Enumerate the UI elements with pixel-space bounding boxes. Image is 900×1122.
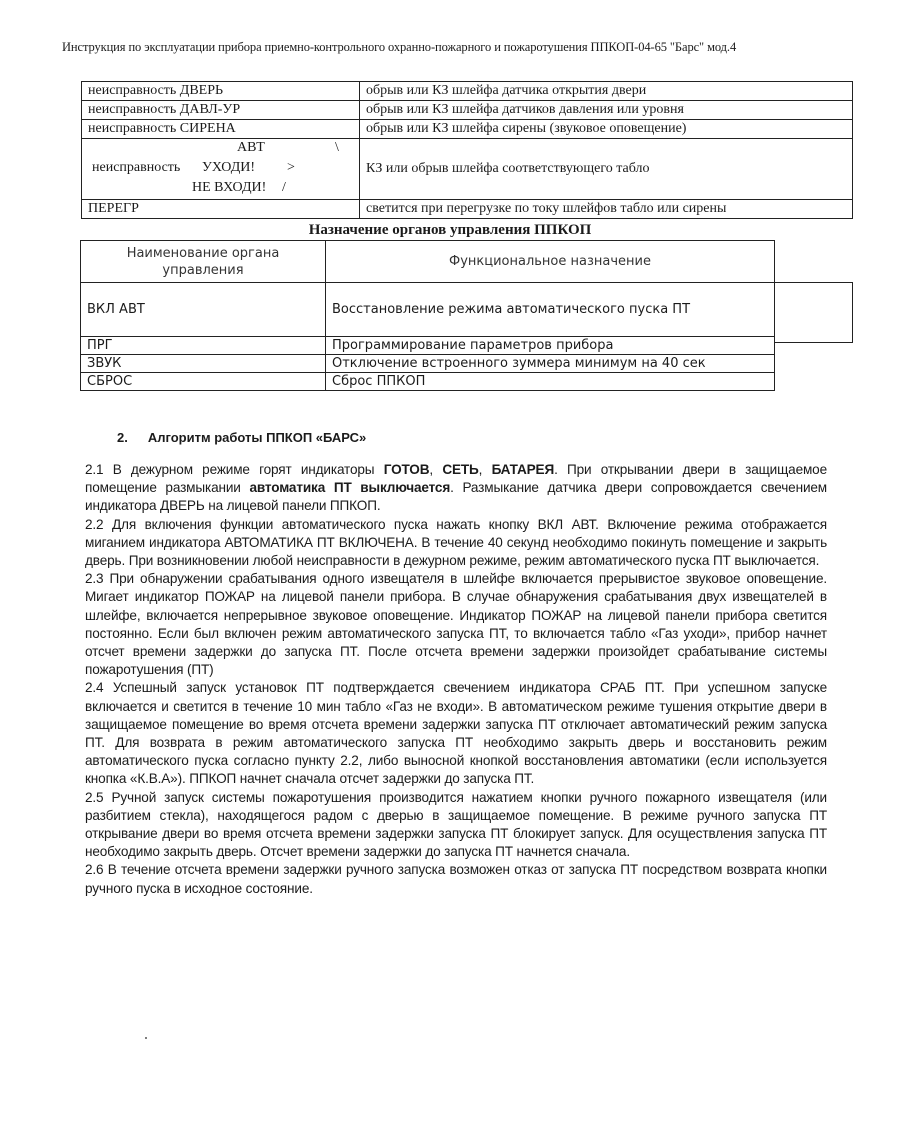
control-name: СБРОС	[81, 373, 326, 391]
fault-desc: обрыв или КЗ шлейфа датчиков давления или уровня	[360, 101, 853, 120]
emphasis-text: автоматика ПТ выключается	[249, 480, 451, 496]
table-row	[82, 200, 853, 219]
multi-line3: НЕ ВХОДИ!	[192, 180, 267, 195]
multi-line3-sym: /	[282, 180, 286, 195]
paragraph-2-4: 2.4 Успешный запуск установок ПТ подтверждается свечением индикатора СРАБ ПТ. При успешном запуске включается и светится в течение 10 мин табло «Газ не входи». В автоматическом режиме тушения открытие двери в защищаемое помещение во время отсчета времени задержки запуска ПТ отключает автоматический режим запуска ПТ. Для возврата в режим автоматического запуска ПТ необходимо закрыть дверь и восстановить режим автоматического пуска согласно пункту 2.2, либо выносной кнопкой восстановления автоматики (если используется кнопка «К.В.А»). ППКОП начнет сначала отсчет задержки до запуска ПТ.	[85, 680, 827, 787]
indicator-network: СЕТЬ	[442, 462, 479, 477]
table-row	[81, 283, 775, 337]
column-header: Наименование органа управления	[81, 241, 326, 283]
controls-table	[80, 240, 775, 391]
indicator-ready: ГОТОВ	[383, 462, 430, 477]
table-row	[82, 82, 853, 101]
fault-name: неисправность СИРЕНА	[82, 120, 360, 139]
table-header-row	[81, 241, 775, 283]
control-desc: Программирование параметров прибора	[326, 337, 775, 355]
multi-line2-prefix: неисправность	[92, 160, 181, 175]
control-desc: Отключение встроенного зуммера минимум на 40 сек	[326, 355, 775, 373]
paragraph-2-2: 2.2 Для включения функции автоматического пуска нажать кнопку ВКЛ АВТ. Включение режима отображается миганием индикатора АВТОМАТИКА ПТ ВКЛЮЧЕНА. В течение 40 секунд необходимо покинуть помещение и закрыть дверь. При возникновении любой неисправности в дежурном режиме, режим автоматического пуска ПТ выключается.	[85, 516, 827, 569]
scan-speck	[145, 1037, 147, 1039]
faults-table	[81, 81, 853, 219]
text-run: . Размыкание датчика двери сопровождается свечением индикатора ДВЕРЬ на лицевой панели ППКОП.	[85, 480, 827, 514]
table-row	[82, 139, 853, 200]
text-run: ,	[429, 462, 443, 477]
text-run: 2.1 В дежурном режиме горят индикаторы	[85, 462, 384, 477]
multi-line2-sym: >	[287, 160, 295, 175]
algorithm-title	[117, 430, 366, 445]
fault-name-multi	[82, 139, 360, 200]
control-name: ПРГ	[81, 337, 326, 355]
fault-desc: светится при перегрузке по току шлейфов табло или сирены	[360, 200, 853, 219]
table-row	[82, 101, 853, 120]
control-name: ЗВУК	[81, 355, 326, 373]
table-row	[81, 337, 775, 355]
paragraph-2-1	[85, 461, 827, 516]
fault-name: неисправность ДВЕРЬ	[82, 82, 360, 101]
table-row	[82, 120, 853, 139]
control-desc: Сброс ППКОП	[326, 373, 775, 391]
paragraph-2-6: 2.6 В течение отсчета времени задержки ручного запуска возможен отказ от запуска ПТ посредством возврата кнопки ручного пуска в исходное состояние.	[85, 862, 827, 896]
paragraph-2-3: 2.3 При обнаружении срабатывания одного извещателя в шлейфе включается прерывистое звуковое оповещение. Мигает индикатор ПОЖАР на лицевой панели прибора. В случае обнаружения срабатывания двух извещателей в шлейфе, включается непрерывное звуковое оповещение. Индикатор ПОЖАР на лицевой панели прибора светится постоянно. Если был включен режим автоматического запуска ПТ, то включается табло «Газ уходи», прибор начнет отсчет времени задержки до запуска ПТ. После отсчета времени задержки произойдет срабатывание системы пожаротушения (ПТ)	[85, 571, 827, 678]
multi-line1: АВТ	[237, 140, 265, 155]
section-title: Назначение органов управления ППКОП	[308, 222, 592, 238]
table-cell-extension	[775, 282, 853, 343]
page-header: Инструкция по эксплуатации прибора приемно-контрольного охранно-пожарного и пожаротушения ППКОП-04-65 "Барс" мод.4	[62, 40, 737, 54]
section-heading: Алгоритм работы ППКОП «БАРС»	[147, 430, 367, 445]
multi-line1-sym: \	[335, 140, 339, 155]
section-number: 2.	[117, 430, 128, 445]
fault-name: ПЕРЕГР	[82, 200, 360, 219]
fault-desc: КЗ или обрыв шлейфа соответствующего табло	[360, 139, 853, 200]
fault-desc: обрыв или КЗ шлейфа сирены (звуковое оповещение)	[360, 120, 853, 139]
algorithm-body	[85, 461, 827, 898]
multi-line2: УХОДИ!	[202, 160, 256, 175]
table-row	[81, 373, 775, 391]
text-run: . При открывании двери в защищаемое помещение размыкании	[85, 462, 827, 496]
paragraph-2-5: 2.5 Ручной запуск системы пожаротушения производится нажатием кнопки ручного пожарного извещателя (или разбитием стекла), находящегося радом с дверью в защищаемое помещение. В режиме ручного запуска ПТ открывание двери во время отсчета времени задержки запуска ПТ блокирует запуск. Для осуществления запуска ПТ необходимо закрыть дверь. Отсчет времени задержки до запуска ПТ начнется сначала.	[85, 789, 827, 860]
text-run: ,	[478, 462, 492, 477]
fault-name: неисправность ДАВЛ-УР	[82, 101, 360, 120]
column-header: Функциональное назначение	[326, 241, 775, 283]
control-name: ВКЛ АВТ	[81, 283, 326, 337]
fault-desc: обрыв или КЗ шлейфа датчика открытия двери	[360, 82, 853, 101]
control-desc: Восстановление режима автоматического пуска ПТ	[326, 283, 775, 337]
table-row	[81, 355, 775, 373]
indicator-battery: БАТАРЕЯ	[491, 462, 555, 477]
